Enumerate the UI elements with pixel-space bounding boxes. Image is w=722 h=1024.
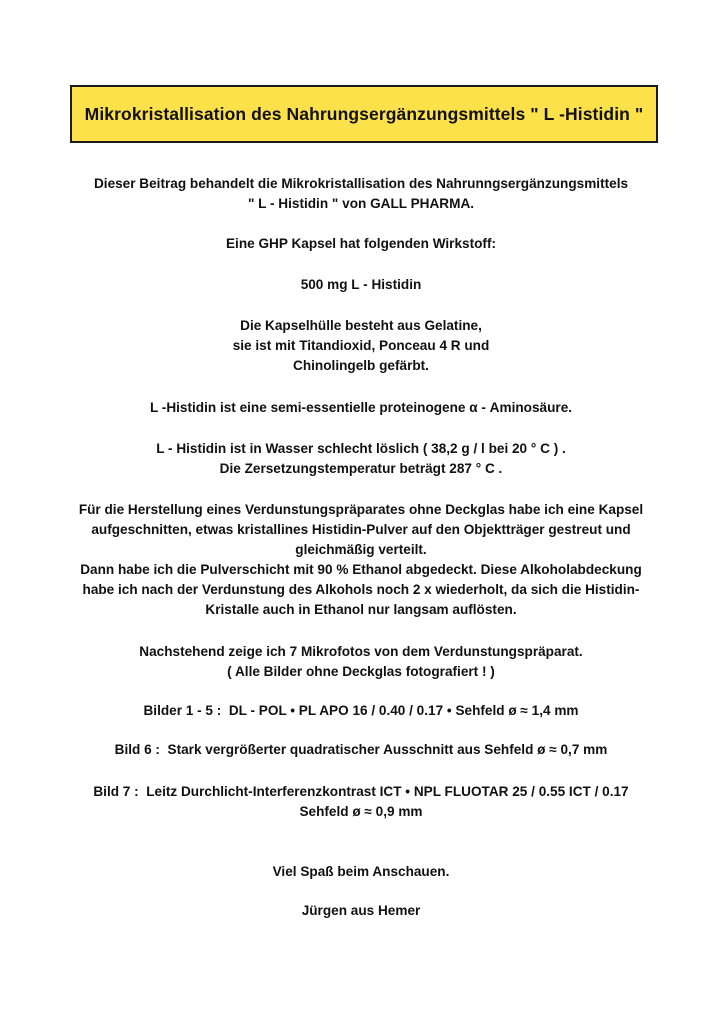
method-line-5: habe ich nach der Verdunstung des Alkohols noch 2 x wiederholt, da sich die Histidin-	[82, 582, 640, 597]
photos-note-line: ( Alle Bilder ohne Deckglas fotografiert ! )	[227, 664, 495, 679]
image-7-line-2: Sehfeld ø ≈ 0,9 mm	[299, 804, 423, 819]
author-signature: Jürgen aus Hemer	[301, 903, 421, 918]
title-banner	[70, 85, 658, 143]
amino-acid-line: L -Histidin ist eine semi-essentielle proteinogene α - Aminosäure.	[149, 400, 573, 415]
method-line-1: Für die Herstellung eines Verdunstungspräparates ohne Deckglas habe ich eine Kapsel	[78, 502, 644, 517]
dosage-line: 500 mg L - Histidin	[300, 277, 422, 292]
capsule-shell-line-2: sie ist mit Titandioxid, Ponceau 4 R und	[232, 338, 490, 353]
method-line-2: aufgeschnitten, etwas kristallines Histidin-Pulver auf den Objektträger gestreut und	[91, 522, 631, 537]
intro-line-2: " L - Histidin " von GALL PHARMA.	[247, 196, 475, 211]
intro-line-1: Dieser Beitrag behandelt die Mikrokristallisation des Nahrunngsergänzungsmittels	[93, 176, 629, 191]
capsule-shell-line-1: Die Kapselhülle besteht aus Gelatine,	[240, 318, 482, 333]
method-line-4: Dann habe ich die Pulverschicht mit 90 % Ethanol abgedeckt. Diese Alkoholabdeckung	[80, 562, 642, 577]
capsule-shell-line-3: Chinolingelb gefärbt.	[293, 358, 429, 373]
solubility-line: L - Histidin ist in Wasser schlecht löslich ( 38,2 g / l bei 20 ° C ) .	[156, 441, 566, 456]
images-1-5-line: Bilder 1 - 5 : DL - POL • PL APO 16 / 0.40 / 0.17 • Sehfeld ø ≈ 1,4 mm	[143, 703, 579, 718]
closing-line: Viel Spaß beim Anschauen.	[272, 864, 450, 879]
method-line-6: Kristalle auch in Ethanol nur langsam auflösten.	[205, 602, 517, 617]
image-7-line-1: Bild 7 : Leitz Durchlicht-Interferenzkontrast ICT • NPL FLUOTAR 25 / 0.55 ICT / 0.17	[93, 784, 629, 799]
photos-intro-line: Nachstehend zeige ich 7 Mikrofotos von dem Verdunstungspräparat.	[139, 644, 583, 659]
decomposition-line: Die Zersetzungstemperatur beträgt 287 ° C .	[219, 461, 503, 476]
image-6-line: Bild 6 : Stark vergrößerter quadratischer Ausschnitt aus Sehfeld ø ≈ 0,7 mm	[114, 742, 608, 757]
method-line-3: gleichmäßig verteilt.	[295, 542, 427, 557]
capsule-heading: Eine GHP Kapsel hat folgenden Wirkstoff:	[225, 236, 497, 251]
page-title: Mikrokristallisation des Nahrungsergänzungsmittels " L -Histidin "	[84, 103, 644, 124]
